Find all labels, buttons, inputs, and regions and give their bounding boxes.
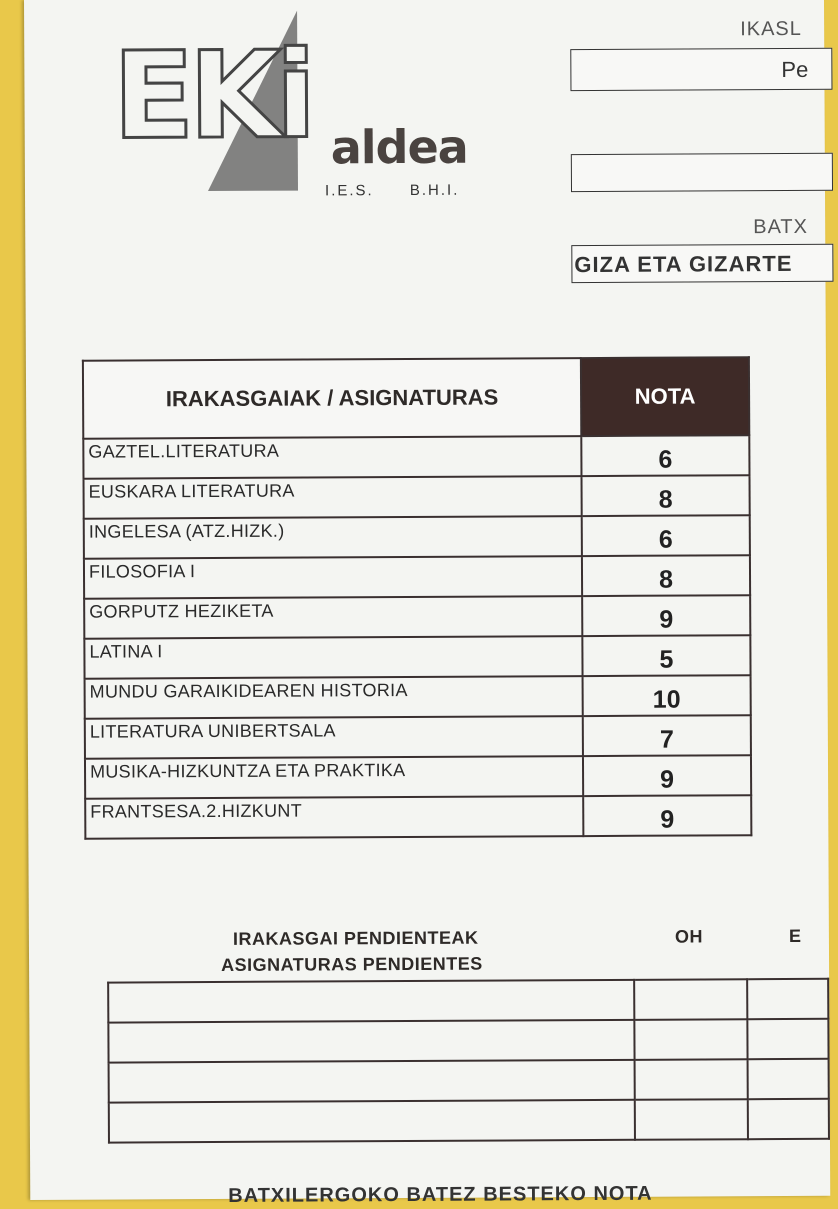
table-row <box>85 755 751 798</box>
pending-subject-cell <box>109 1100 635 1143</box>
pending-e-cell <box>747 1099 829 1139</box>
pending-title-es: ASIGNATURAS PENDIENTES <box>221 953 483 975</box>
table-row <box>109 1099 829 1143</box>
table-row <box>84 475 750 518</box>
grade-value: 8 <box>582 475 750 516</box>
table-row <box>84 635 750 678</box>
table-row <box>83 435 749 478</box>
pending-oh-cell <box>634 1019 747 1060</box>
logo-eki-text: EKi <box>112 26 311 167</box>
student-name-box <box>570 48 832 91</box>
table-row <box>84 595 750 638</box>
subject-name: GORPUTZ HEZIKETA <box>84 596 582 639</box>
modality-box <box>571 244 833 283</box>
grade-value: 8 <box>582 555 750 596</box>
table-row <box>108 979 828 1023</box>
grade-value: 10 <box>583 675 751 716</box>
grade-report-paper <box>24 0 830 1207</box>
student-label: IKASL <box>740 17 802 41</box>
subject-name: LATINA I <box>84 636 582 679</box>
logo-ies-text <box>325 182 459 200</box>
modality-value: GIZA ETA GIZARTE <box>574 250 793 278</box>
grade-value: 7 <box>583 715 751 756</box>
table-row <box>108 1019 828 1063</box>
pending-subject-cell <box>108 980 634 1023</box>
subject-name: MUSIKA-HIZKUNTZA ETA PRAKTIKA <box>85 756 583 799</box>
pending-e-cell <box>747 1019 829 1059</box>
table-row <box>84 515 750 558</box>
student-extra-box <box>571 153 833 192</box>
logo-ies: I.E.S. <box>324 182 374 200</box>
pending-oh-cell <box>634 1059 747 1100</box>
grade-value: 9 <box>583 755 751 796</box>
subject-name: FILOSOFIA I <box>84 556 582 599</box>
grades-table <box>82 356 753 839</box>
pending-subject-cell <box>109 1060 635 1103</box>
pending-table <box>107 978 830 1144</box>
student-name-value: Pe <box>781 56 809 83</box>
table-row <box>85 795 751 838</box>
subject-name: INGELESA (ATZ.HIZK.) <box>84 516 582 559</box>
subject-name: FRANTSESA.2.HIZKUNT <box>85 796 583 839</box>
table-row <box>84 555 750 598</box>
pending-subject-cell <box>108 1020 634 1063</box>
pending-title-eu: IRAKASGAI PENDIENTEAK <box>232 927 479 949</box>
subject-name: EUSKARA LITERATURA <box>84 476 582 519</box>
pending-e-cell <box>747 1059 829 1099</box>
pending-col-e: E <box>788 925 802 947</box>
grade-value: 6 <box>582 515 750 556</box>
pending-col-oh: OH <box>674 926 703 947</box>
pending-e-cell <box>747 979 829 1019</box>
table-row <box>85 715 751 758</box>
logo-aldea-text: aldea <box>330 119 468 175</box>
average-grade-label: BATXILERGOKO BATEZ BESTEKO NOTA <box>228 1182 653 1207</box>
grade-value: 5 <box>582 635 750 676</box>
subject-name: MUNDU GARAIKIDEAREN HISTORIA <box>85 676 583 719</box>
logo-bhi: B.H.I. <box>409 181 460 199</box>
pending-oh-cell <box>634 1099 747 1140</box>
school-logo <box>112 10 493 202</box>
subject-name: LITERATURA UNIBERTSALA <box>85 716 583 759</box>
grade-value: 6 <box>581 435 749 476</box>
subject-column-header: IRAKASGAIAK / ASIGNATURAS <box>83 358 581 439</box>
grade-value: 9 <box>583 795 751 836</box>
subject-name: GAZTEL.LITERATURA <box>83 436 581 479</box>
nota-column-header: NOTA <box>581 357 749 436</box>
batx-label: BATX <box>753 215 809 239</box>
table-row <box>85 675 751 718</box>
table-row <box>109 1059 829 1103</box>
pending-oh-cell <box>634 979 747 1020</box>
grade-value: 9 <box>582 595 750 636</box>
